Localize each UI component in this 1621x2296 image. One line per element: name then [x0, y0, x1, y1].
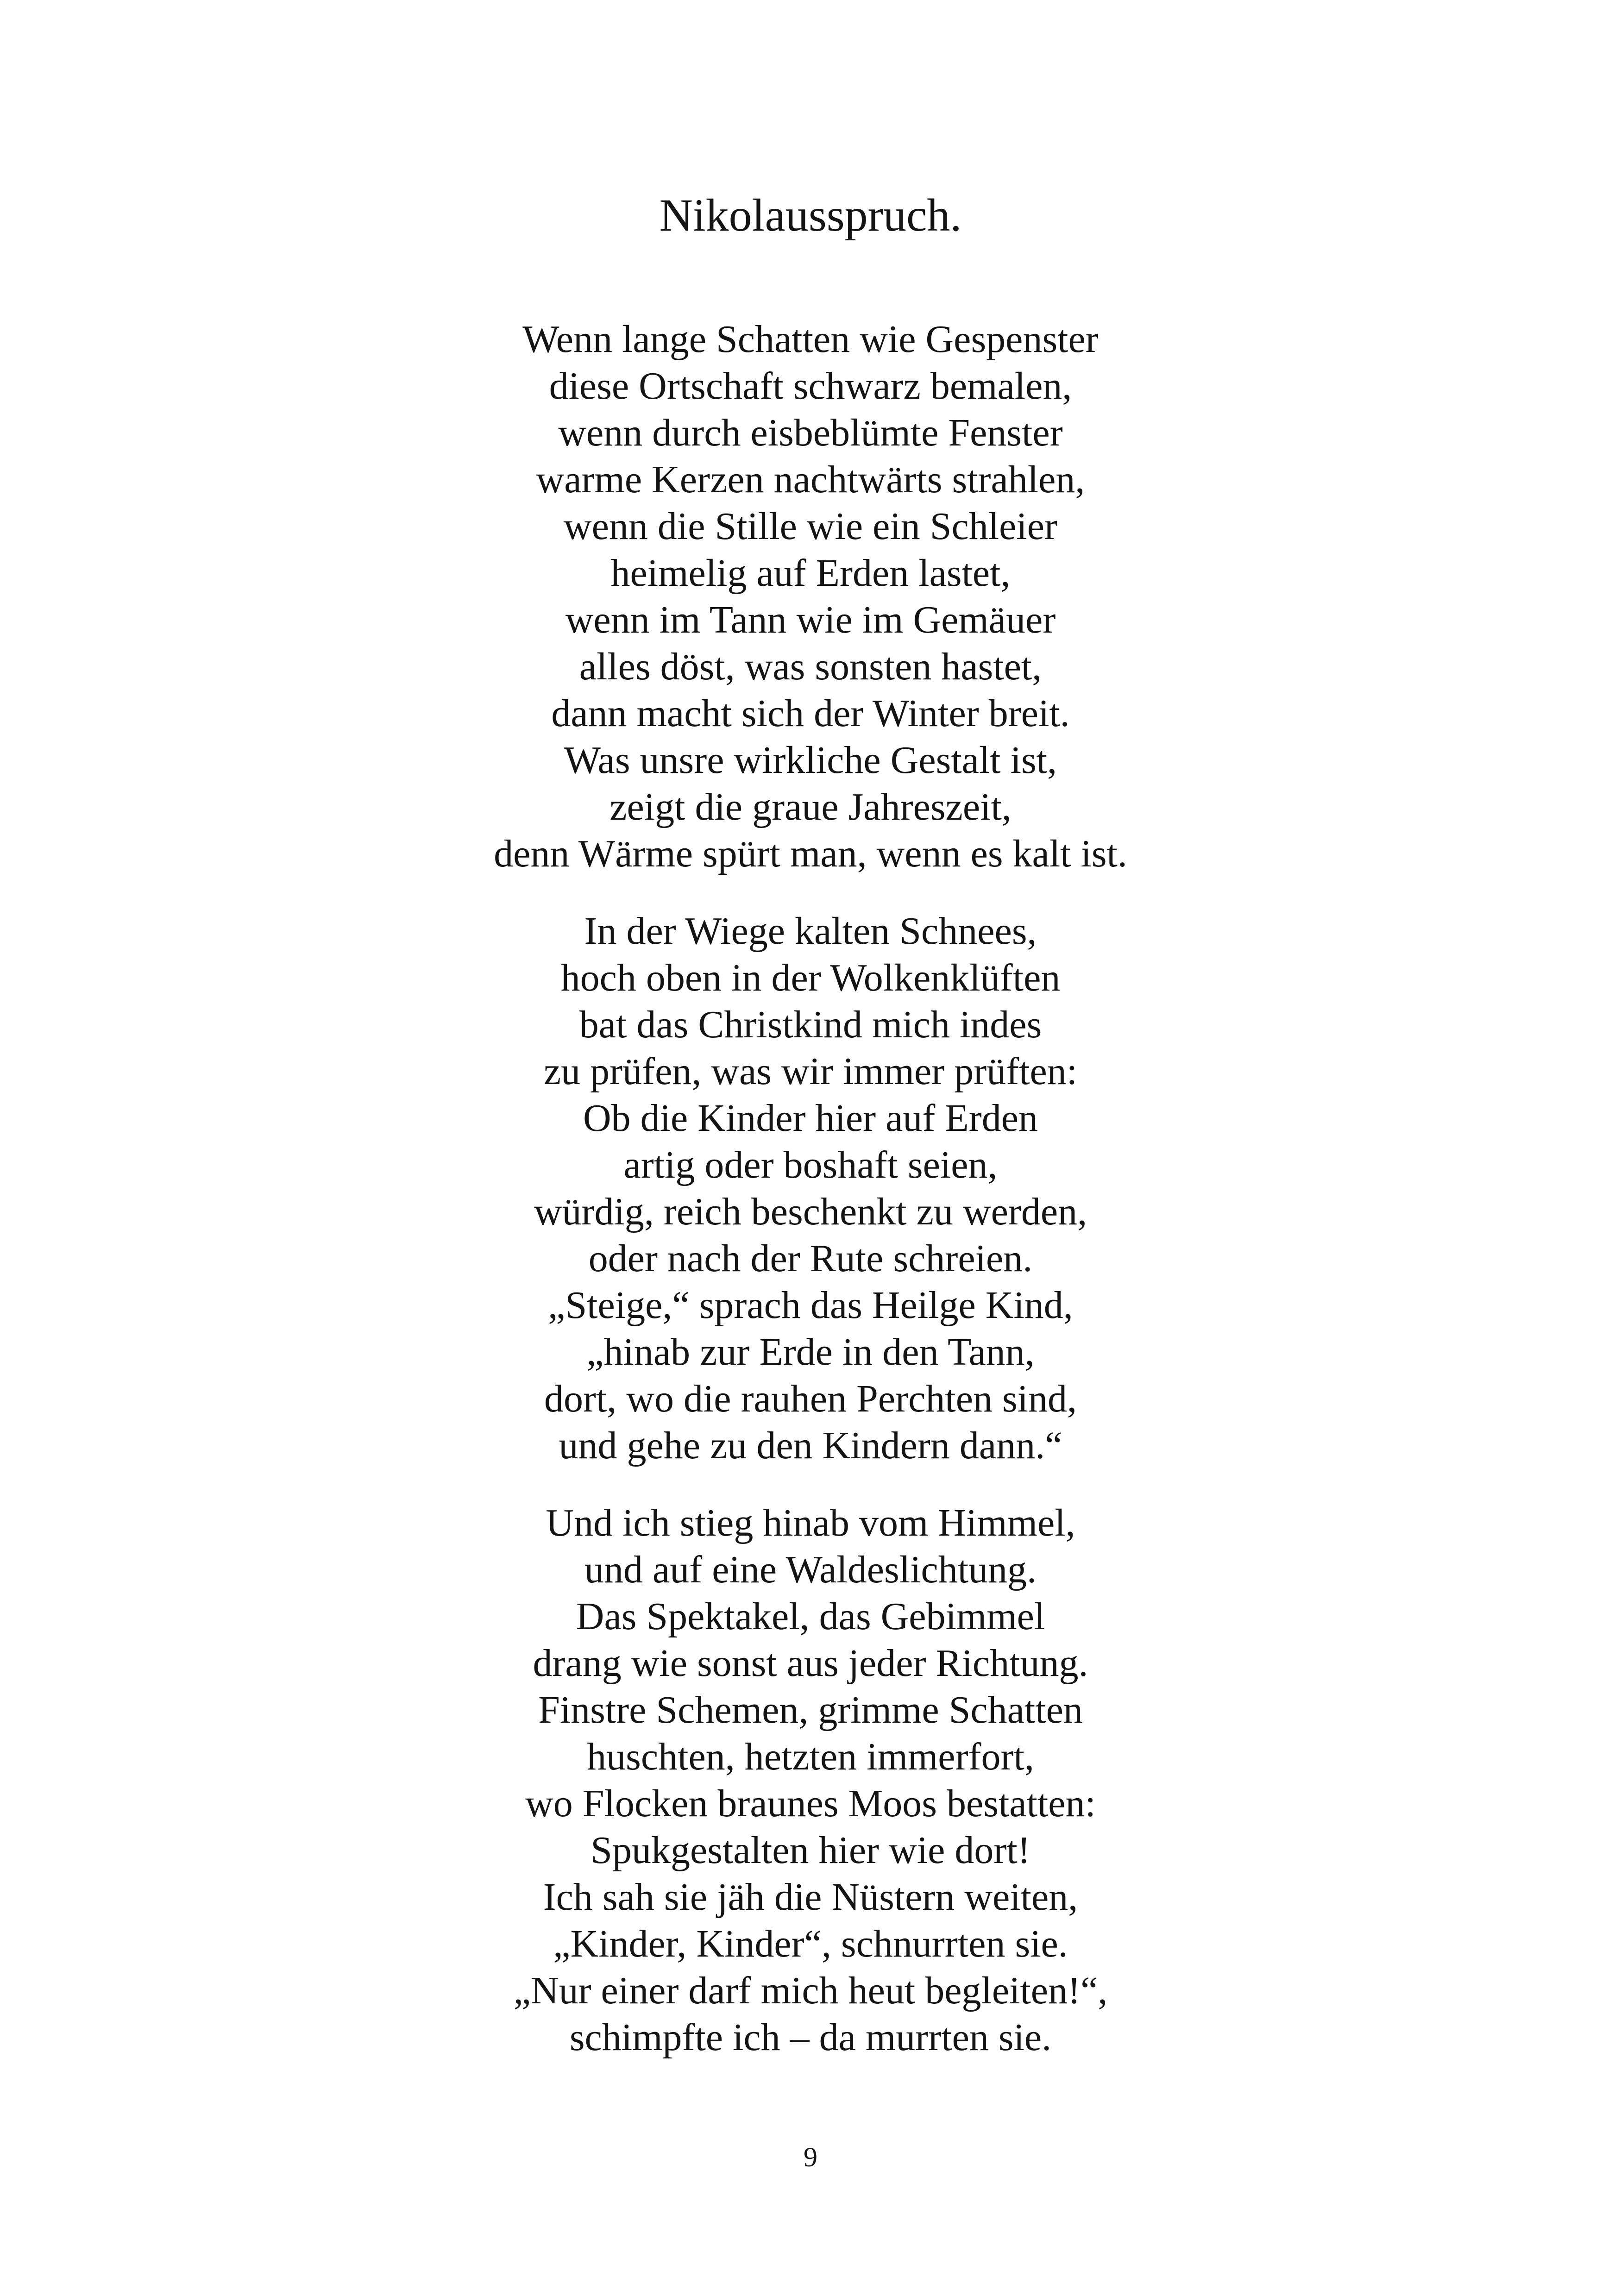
poem-line: schimpfte ich – da murrten sie.	[569, 2016, 1052, 2059]
page-number: 9	[804, 2142, 817, 2172]
poem-line: heimelig auf Erden lastet,	[610, 552, 1011, 595]
poem-line: Und ich stieg hinab vom Himmel,	[546, 1501, 1075, 1544]
poem-line: bat das Christkind mich indes	[579, 1003, 1042, 1046]
stanza-3	[0, 1499, 1621, 2061]
poem-line: dort, wo die rauhen Perchten sind,	[544, 1377, 1077, 1420]
poem-line: hoch oben in der Wolkenklüften	[560, 956, 1061, 999]
poem-line: Finstre Schemen, grimme Schatten	[538, 1688, 1083, 1731]
poem-line: Das Spektakel, das Gebimmel	[576, 1595, 1045, 1638]
poem-line: zu prüfen, was wir immer prüften:	[543, 1050, 1078, 1093]
stanza-1	[0, 316, 1621, 877]
poem-line: Wenn lange Schatten wie Gespenster	[522, 318, 1099, 361]
poem-line: artig oder boshaft seien,	[623, 1143, 998, 1186]
poem-line: huschten, hetzten immerfort,	[587, 1735, 1034, 1778]
poem-line: oder nach der Rute schreien.	[588, 1237, 1033, 1280]
poem-line: Was unsre wirkliche Gestalt ist,	[564, 739, 1057, 782]
poem-line: „hinab zur Erde in den Tann,	[586, 1330, 1035, 1374]
poem-line: wenn im Tann wie im Gemäuer	[565, 598, 1056, 641]
poem-line: wenn durch eisbeblümte Fenster	[558, 411, 1063, 454]
stanza-2	[0, 908, 1621, 1469]
poem-line: und auf eine Waldeslichtung.	[584, 1548, 1037, 1591]
poem-line: dann macht sich der Winter breit.	[551, 692, 1070, 735]
poem-title: Nikolausspruch.	[659, 189, 962, 241]
poem-line: wo Flocken braunes Moos bestatten:	[525, 1782, 1096, 1825]
poem-line: „Steige,“ sprach das Heilge Kind,	[548, 1284, 1073, 1327]
poem-line: Spukgestalten hier wie dort!	[591, 1829, 1030, 1872]
poem-line: wenn die Stille wie ein Schleier	[563, 505, 1058, 548]
poem-line: „Nur einer darf mich heut begleiten!“,	[513, 1969, 1108, 2012]
poem-line: diese Ortschaft schwarz bemalen,	[549, 364, 1072, 408]
poem-line: „Kinder, Kinder“, schnurrten sie.	[553, 1922, 1068, 1965]
poem-line: alles döst, was sonsten hastet,	[579, 645, 1042, 688]
poem-line: würdig, reich beschenkt zu werden,	[534, 1190, 1087, 1233]
poem-line: warme Kerzen nachtwärts strahlen,	[536, 458, 1085, 501]
poem-line: Ob die Kinder hier auf Erden	[583, 1097, 1038, 1140]
poem-line: Ich sah sie jäh die Nüstern weiten,	[543, 1876, 1078, 1919]
poem-line: denn Wärme spürt man, wenn es kalt ist.	[494, 832, 1127, 875]
poem-line: und gehe zu den Kindern dann.“	[559, 1424, 1062, 1467]
poem-line: zeigt die graue Jahreszeit,	[609, 785, 1012, 828]
poem-line: In der Wiege kalten Schnees,	[584, 910, 1037, 953]
poem-line: drang wie sonst aus jeder Richtung.	[533, 1642, 1088, 1685]
